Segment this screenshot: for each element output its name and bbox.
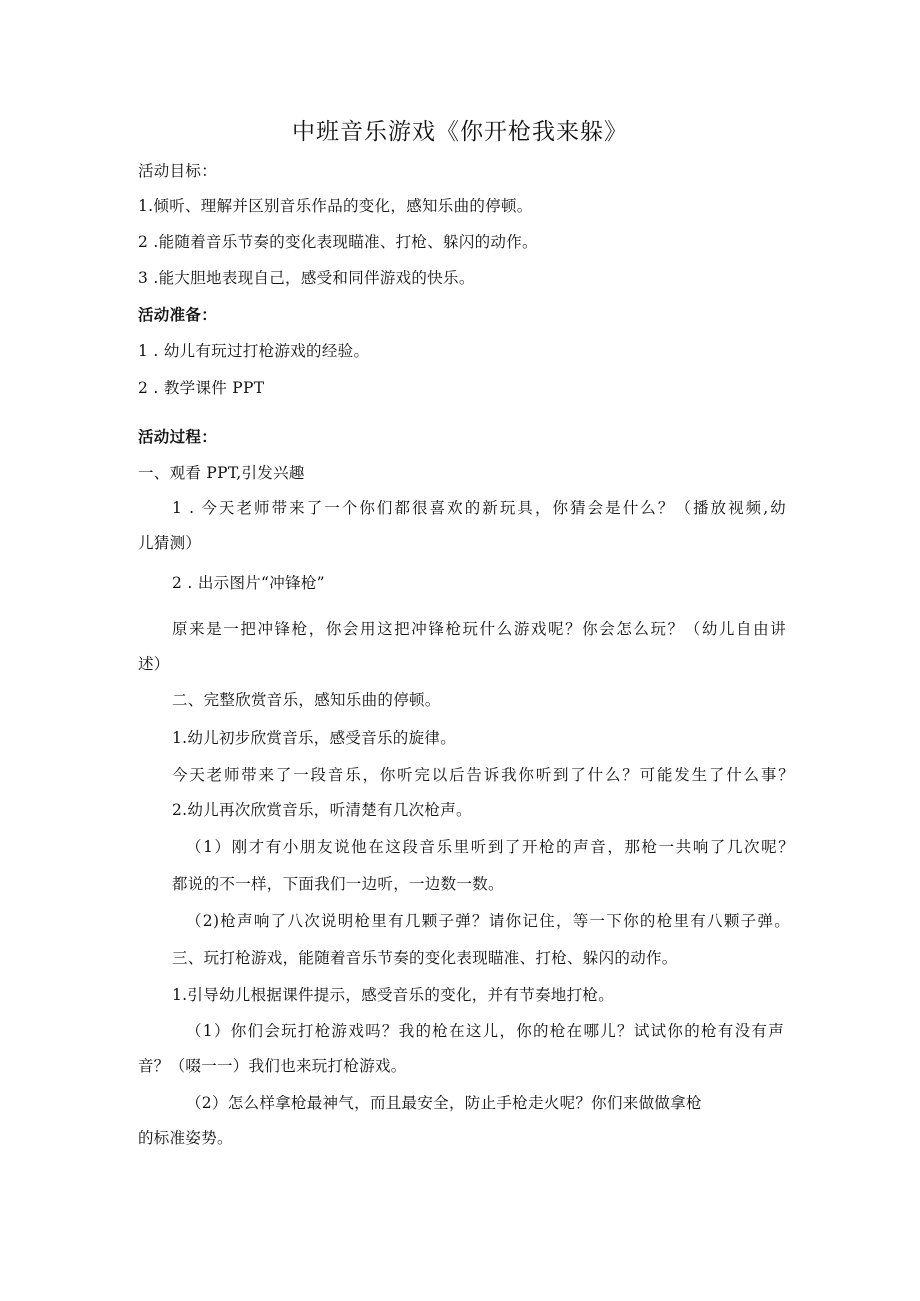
section-1-title: 一、观看 PPT,引发兴趣 — [138, 464, 305, 482]
process-heading: 活动过程： — [138, 428, 218, 446]
section-1-para-line-2: 述） — [138, 655, 170, 673]
goal-item-3: 3 .能大胆地表现自己，感受和同伴游戏的快乐。 — [138, 269, 475, 287]
section-2-sub-2: （2)枪声响了八次说明枪里有几颗子弹？请你记住，等一下你的枪里有八颗子弹。 — [186, 912, 790, 930]
section-2-item-1-para: 今天老师带来了一段音乐，你听完以后告诉我你听到了什么？可能发生了什么事？ — [172, 766, 794, 784]
goals-heading: 活动目标： — [138, 162, 218, 180]
section-2-item-1: 1.幼儿初步欣赏音乐，感受音乐的旋律。 — [172, 729, 456, 747]
section-3-sub-2-line-1: （2）怎么样拿枪最神气，而且最安全，防止手枪走火呢？你们来做做拿枪 — [186, 1094, 702, 1112]
section-3-sub-1-line-1: （1）你们会玩打枪游戏吗？我的枪在这儿，你的枪在哪儿？试试你的枪有没有声 — [186, 1022, 784, 1040]
section-1-item-1-line-2: 儿猜测） — [138, 534, 202, 552]
goal-item-1: 1.倾听、理解并区别音乐作品的变化，感知乐曲的停顿。 — [138, 197, 533, 215]
section-1-para-line-1: 原来是一把冲锋枪，你会用这把冲锋枪玩什么游戏呢？你会怎么玩？（幼儿自由讲 — [172, 620, 786, 638]
section-2-sub-1-line-2: 都说的不一样，下面我们一边听，一边数一数。 — [172, 875, 504, 893]
goal-item-2: 2 .能随着音乐节奏的变化表现瞄准、打枪、躲闪的动作。 — [138, 233, 538, 251]
section-1-item-1-line-1: 1 . 今天老师带来了一个你们都很喜欢的新玩具，你猜会是什么？（播放视频,幼 — [172, 499, 786, 517]
page-title: 中班音乐游戏《你开枪我来躲》 — [292, 119, 628, 145]
section-1-item-2: 2 . 出示图片“冲锋枪” — [172, 574, 325, 592]
section-2-item-2: 2.幼儿再次欣赏音乐，听清楚有几次枪声。 — [172, 801, 472, 819]
section-3-sub-1-line-2: 音？（啜一一）我们也来玩打枪游戏。 — [138, 1057, 407, 1075]
prep-item-1: 1 . 幼儿有玩过打枪游戏的经验。 — [138, 342, 370, 360]
section-3-title: 三、玩打枪游戏，能随着音乐节奏的变化表现瞄准、打枪、躲闪的动作。 — [172, 949, 678, 967]
section-2-sub-1-line-1: （1）刚才有小朋友说他在这段音乐里听到了开枪的声音，那枪一共响了几次呢？ — [186, 838, 794, 856]
section-3-sub-2-line-2: 的标准姿势。 — [138, 1129, 233, 1147]
prep-item-2: 2 . 教学课件 PPT — [138, 379, 265, 397]
prep-heading: 活动准备： — [138, 306, 218, 324]
section-2-title: 二、完整欣赏音乐，感知乐曲的停顿。 — [172, 691, 441, 709]
section-3-item-1: 1.引导幼儿根据课件提示，感受音乐的变化，并有节奏地打枪。 — [172, 986, 614, 1004]
